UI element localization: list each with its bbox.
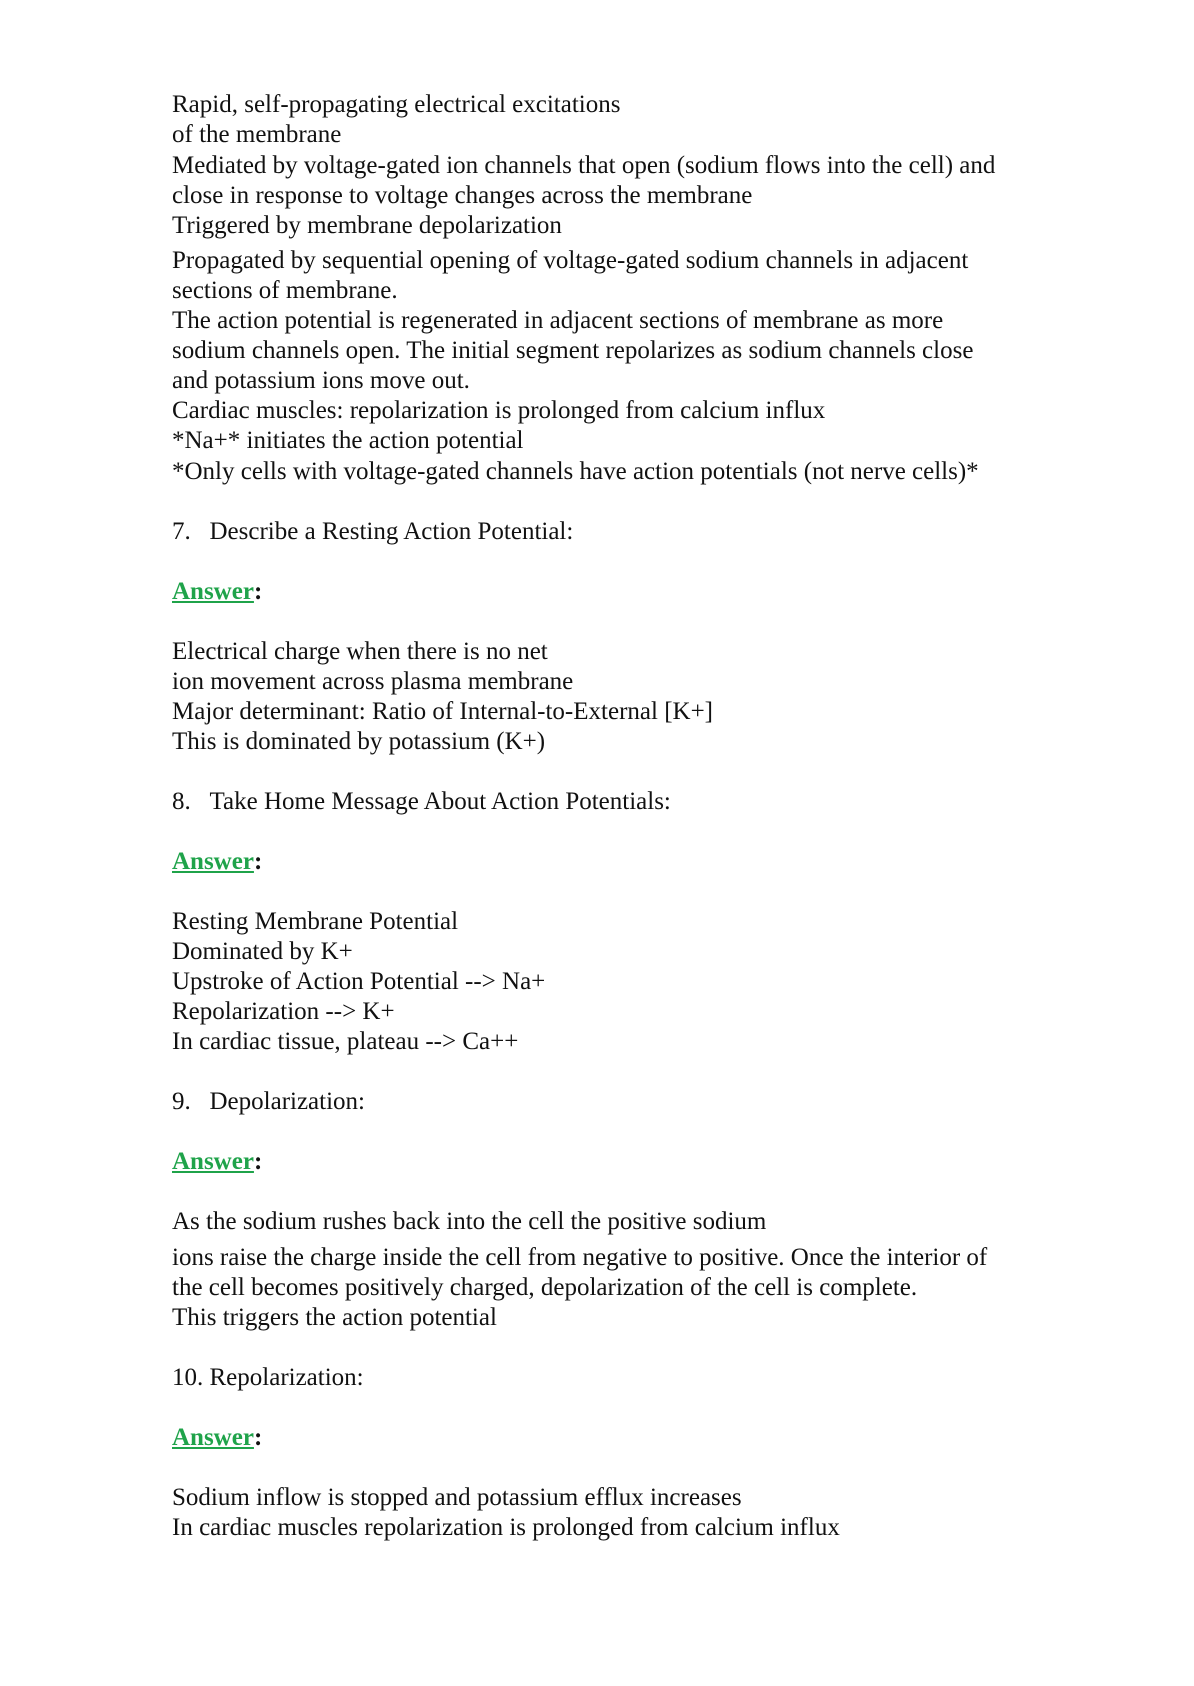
intro-line: and potassium ions move out.: [172, 367, 470, 394]
answer-heading: [172, 847, 262, 877]
answer-link[interactable]: Answer: [172, 578, 254, 605]
answer-line: Major determinant: Ratio of Internal-to-External [K+]: [172, 698, 713, 725]
answer-line: This is dominated by potassium (K+): [172, 728, 546, 755]
intro-line: of the membrane: [172, 121, 342, 148]
intro-line: Rapid, self-propagating electrical excitations: [172, 91, 621, 118]
question-10-title: 10. Repolarization:: [172, 1364, 364, 1391]
answer-colon: :: [253, 848, 263, 875]
answer-line: ions raise the charge inside the cell from negative to positive. Once the interior of: [172, 1244, 988, 1271]
intro-line: sections of membrane.: [172, 277, 398, 304]
answer-line: Upstroke of Action Potential --> Na+: [172, 968, 546, 995]
intro-line: Triggered by membrane depolarization: [172, 212, 562, 239]
intro-line: sodium channels open. The initial segment repolarizes as sodium channels close: [172, 337, 974, 364]
answer-heading: [172, 577, 262, 607]
answer-colon: :: [253, 1424, 263, 1451]
answer-line: In cardiac tissue, plateau --> Ca++: [172, 1028, 519, 1055]
answer-line: Electrical charge when there is no net: [172, 638, 548, 665]
question-9-title: 9. Depolarization:: [172, 1088, 365, 1115]
answer-line: In cardiac muscles repolarization is prolonged from calcium influx: [172, 1514, 840, 1541]
intro-line: Cardiac muscles: repolarization is prolonged from calcium influx: [172, 397, 826, 424]
answer-link[interactable]: Answer: [172, 1424, 254, 1451]
answer-line: Dominated by K+: [172, 938, 353, 965]
intro-line: Mediated by voltage-gated ion channels that open (sodium flows into the cell) and: [172, 152, 996, 179]
answer-line: Resting Membrane Potential: [172, 908, 459, 935]
answer-line: Repolarization --> K+: [172, 998, 395, 1025]
answer-line: ion movement across plasma membrane: [172, 668, 574, 695]
answer-link[interactable]: Answer: [172, 848, 254, 875]
answer-heading: [172, 1423, 262, 1453]
intro-line: *Only cells with voltage-gated channels have action potentials (not nerve cells)*: [172, 458, 979, 485]
answer-colon: :: [253, 578, 263, 605]
question-8-title: 8. Take Home Message About Action Potentials:: [172, 788, 671, 815]
intro-line: The action potential is regenerated in adjacent sections of membrane as more: [172, 307, 944, 334]
answer-line: Sodium inflow is stopped and potassium efflux increases: [172, 1484, 742, 1511]
intro-line: Propagated by sequential opening of voltage-gated sodium channels in adjacent: [172, 247, 969, 274]
question-7-title: 7. Describe a Resting Action Potential:: [172, 518, 574, 545]
answer-line: As the sodium rushes back into the cell the positive sodium: [172, 1208, 767, 1235]
answer-heading: [172, 1147, 262, 1177]
answer-line: This triggers the action potential: [172, 1304, 497, 1331]
answer-link[interactable]: Answer: [172, 1148, 254, 1175]
answer-line: the cell becomes positively charged, depolarization of the cell is complete.: [172, 1274, 918, 1301]
intro-line: *Na+* initiates the action potential: [172, 427, 524, 454]
intro-line: close in response to voltage changes across the membrane: [172, 182, 753, 209]
answer-colon: :: [253, 1148, 263, 1175]
